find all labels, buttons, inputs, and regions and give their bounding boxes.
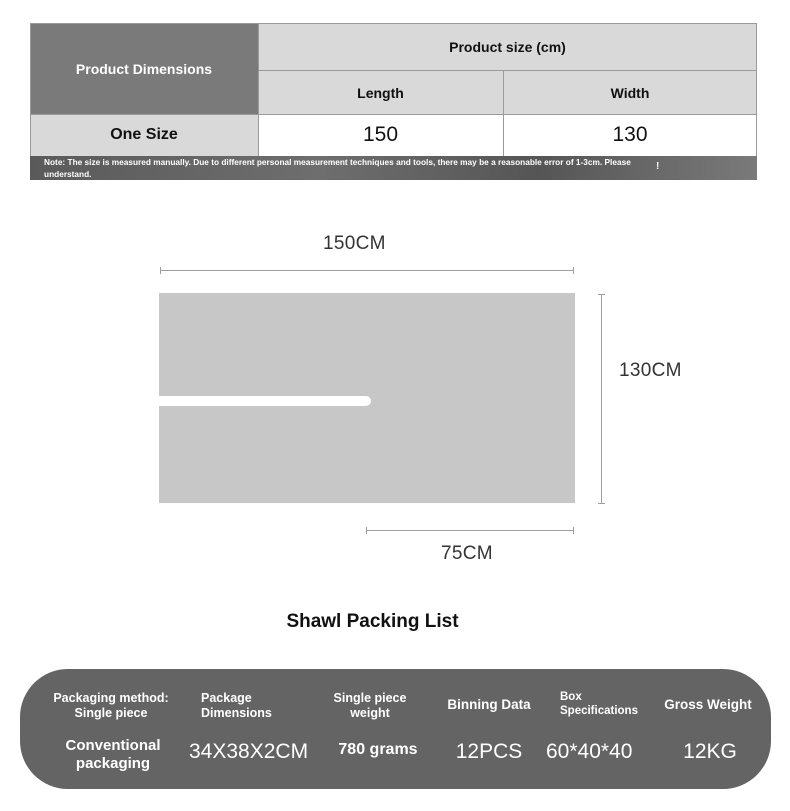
height-dimension-tick [598,294,605,295]
width-dimension-label: 150CM [323,233,386,254]
note-exclamation: ! [656,161,660,172]
size-table [30,23,757,180]
binning-data-header: Binning Data [447,697,531,712]
table-divider [258,70,757,71]
width-value: 130 [503,114,757,156]
box-specifications-header: Box Specifications [560,691,638,717]
table-divider [258,23,259,156]
table-border-top [30,23,757,24]
single-piece-weight-value: 780 grams [338,741,418,758]
slit-dimension-label: 75CM [441,543,493,564]
one-size-label: One Size [30,114,258,156]
width-header: Width [503,71,757,114]
slit-dimension-tick [573,527,574,534]
binning-data-value: 12PCS [455,740,523,763]
packaging-method-value: Conventional packaging [65,737,161,772]
product-size-header: Product size (cm) [258,23,757,70]
box-specifications-value: 60*40*40 [546,740,633,763]
table-border-left [30,23,31,156]
table-border-right [756,23,757,156]
table-divider [30,114,757,115]
width-dimension-tick [160,267,161,274]
product-dimensions-header: Product Dimensions [30,23,258,114]
length-value: 150 [258,114,503,156]
width-dimension-line [160,270,574,271]
slit-dimension-tick [366,527,367,534]
gross-weight-value: 12KG [683,740,737,763]
height-dimension-line [601,294,602,504]
length-header: Length [258,71,503,114]
height-dimension-tick [598,503,605,504]
package-dimensions-value: 34X38X2CM [189,740,309,763]
packaging-method-header: Packaging method: Single piece [53,691,169,720]
single-piece-weight-header: Single piece weight [333,691,407,720]
measurement-note [30,156,757,180]
gross-weight-header: Gross Weight [664,697,752,712]
package-dimensions-header: Package Dimensions [201,691,272,720]
shawl-slit [159,396,371,406]
slit-dimension-line [366,530,574,531]
width-dimension-tick [573,267,574,274]
height-dimension-label: 130CM [619,360,682,381]
measurement-note-text: Note: The size is measured manually. Due to different personal measurement techniques and tools, there may be a reasonable error of 1-3cm. Please understand. [44,157,631,179]
table-divider [503,70,504,156]
packing-list-title: Shawl Packing List [286,611,459,632]
